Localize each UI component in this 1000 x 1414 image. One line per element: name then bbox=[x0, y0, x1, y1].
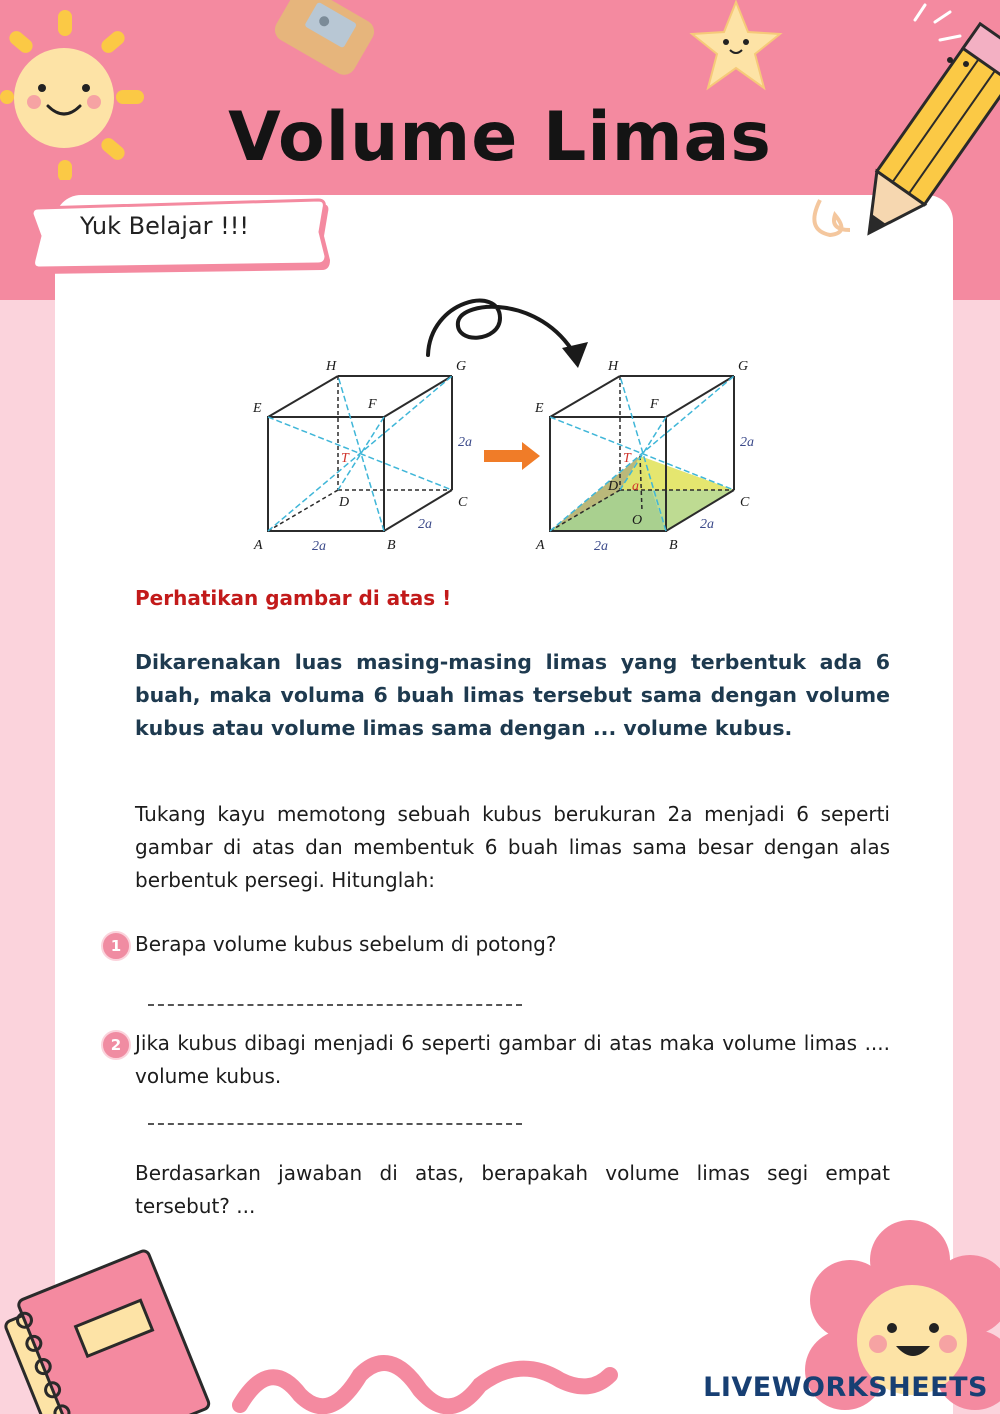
left-label-B: B bbox=[387, 538, 396, 553]
left-label-H: H bbox=[326, 359, 337, 374]
cube-diagram bbox=[240, 290, 770, 560]
left-label-C: C bbox=[458, 495, 468, 510]
left-label-A: A bbox=[254, 538, 263, 553]
left-label-side-bc: 2a bbox=[418, 517, 432, 532]
right-label-C: C bbox=[740, 495, 750, 510]
right-cube bbox=[534, 359, 754, 554]
problem-paragraph: Tukang kayu memotong sebuah kubus berukuran 2a menjadi 6 seperti gambar di atas dan membentuk 6 buah limas sama besar dengan alas berbentuk persegi. Hitunglah: bbox=[135, 802, 890, 892]
right-label-G: G bbox=[738, 359, 749, 374]
question-number-badge: 1 bbox=[101, 931, 131, 961]
left-label-G: G bbox=[456, 359, 467, 374]
left-label-side-ab: 2a bbox=[312, 539, 326, 554]
question-number-badge: 2 bbox=[101, 1030, 131, 1060]
ribbon-label: Yuk Belajar !!! bbox=[80, 212, 249, 240]
question-1-text: Berapa volume kubus sebelum di potong? bbox=[135, 932, 557, 956]
left-label-D: D bbox=[339, 495, 350, 510]
right-label-T: T bbox=[623, 451, 631, 466]
right-label-height: a bbox=[632, 479, 639, 494]
orange-arrow-icon bbox=[484, 442, 540, 470]
right-label-side-cg: 2a bbox=[740, 435, 754, 450]
left-label-side-cg: 2a bbox=[458, 435, 472, 450]
left-cube bbox=[252, 359, 472, 554]
notice-text: Perhatikan gambar di atas ! bbox=[135, 586, 452, 610]
curved-arrow-icon bbox=[428, 301, 575, 355]
answer-field-2[interactable] bbox=[148, 1123, 522, 1125]
squiggle-icon bbox=[230, 1345, 630, 1414]
right-label-B: B bbox=[669, 538, 678, 553]
right-label-H: H bbox=[608, 359, 619, 374]
right-label-side-ab: 2a bbox=[594, 539, 608, 554]
brand-logo: LIVEWORKSHEETS bbox=[703, 1372, 988, 1403]
right-label-A: A bbox=[536, 538, 545, 553]
explanation-paragraph: Dikarenakan luas masing-masing limas yang terbentuk ada 6 buah, maka voluma 6 buah limas tersebut sama dengan volume kubus atau volume limas sama dengan ... volume kubus. bbox=[135, 650, 890, 740]
right-label-E: E bbox=[535, 401, 544, 416]
right-label-F: F bbox=[650, 397, 659, 412]
page-title: Volume Limas bbox=[228, 98, 772, 177]
closing-question: Berdasarkan jawaban di atas, berapakah volume limas segi empat tersebut? ... bbox=[135, 1161, 890, 1218]
curved-arrow-head bbox=[562, 342, 588, 368]
star-icon bbox=[688, 0, 783, 95]
answer-field-1[interactable] bbox=[148, 1004, 522, 1006]
left-label-F: F bbox=[368, 397, 377, 412]
right-label-D: D bbox=[608, 479, 619, 494]
notebook-icon bbox=[0, 1235, 230, 1414]
sharpener-icon bbox=[262, 0, 382, 80]
right-label-O: O bbox=[632, 513, 643, 528]
left-label-T: T bbox=[341, 451, 349, 466]
right-label-side-bc: 2a bbox=[700, 517, 714, 532]
question-2-text: Jika kubus dibagi menjadi 6 seperti gambar di atas maka volume limas .... volume kubus. bbox=[135, 1031, 890, 1088]
left-label-E: E bbox=[253, 401, 262, 416]
